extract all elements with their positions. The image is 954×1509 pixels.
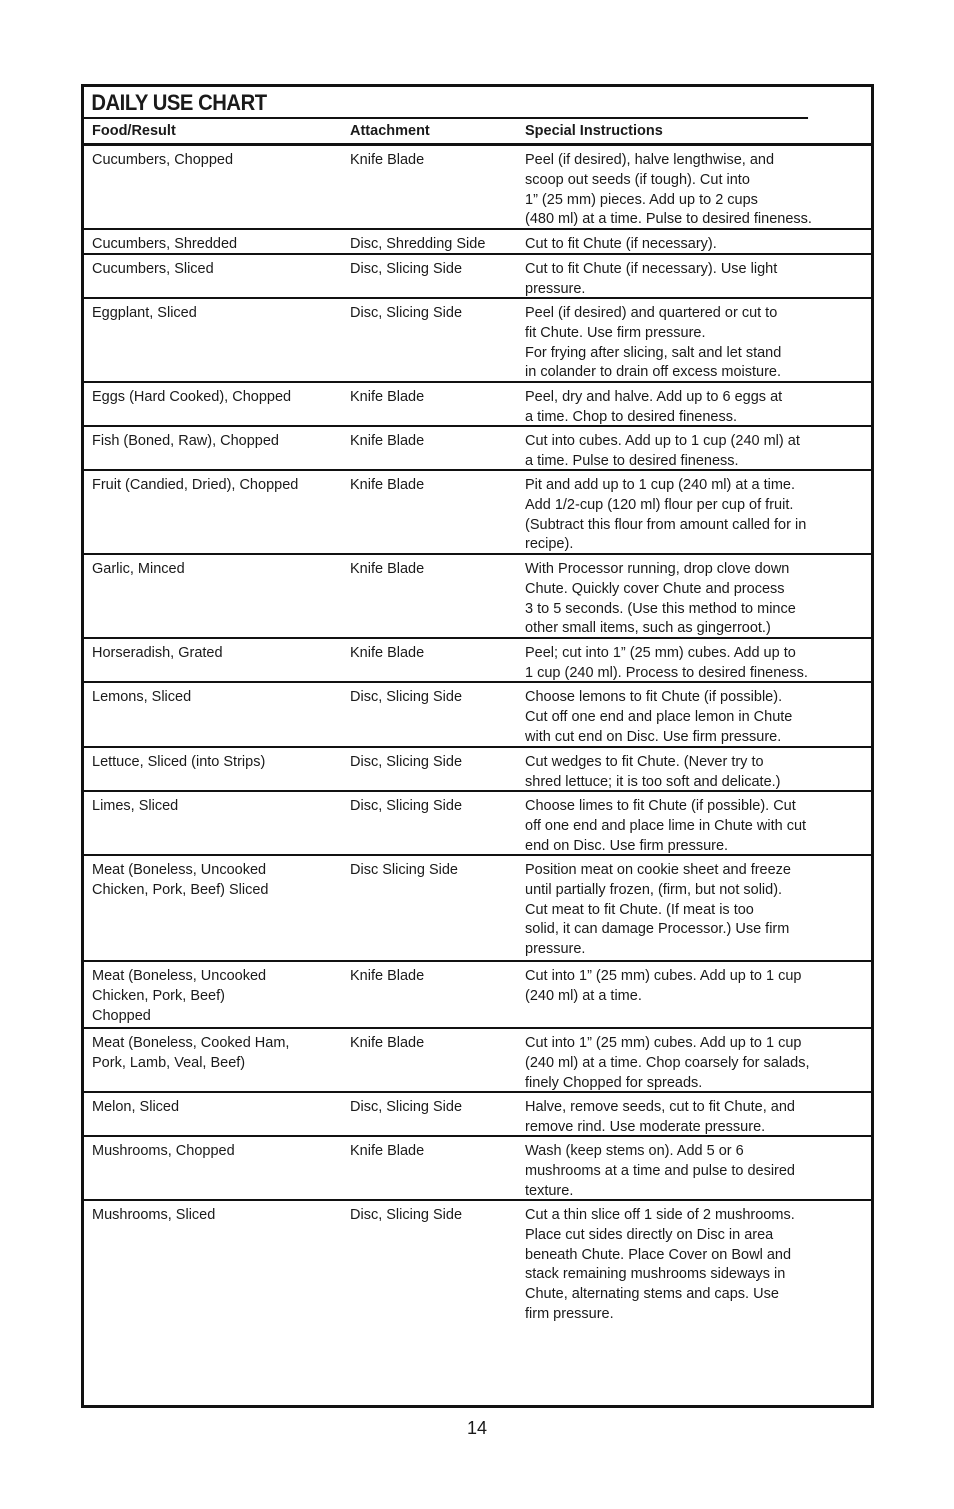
food-cell: Fruit (Candied, Dried), Chopped bbox=[92, 477, 299, 493]
instructions-cell: Cut to fit Chute (if necessary). bbox=[525, 236, 717, 252]
instructions-cell: Cut into 1” (25 mm) cubes. Add up to 1 cup (240 ml) at a time. Chop coarsely for salads, finely Chopped for spreads. bbox=[525, 1035, 810, 1091]
page-number: 14 bbox=[466, 1418, 488, 1438]
food-cell: Meat (Boneless, Uncooked Chicken, Pork, Beef) Chopped bbox=[92, 968, 267, 1024]
attachment-cell: Disc, Slicing Side bbox=[350, 1207, 463, 1223]
food-cell: Melon, Sliced bbox=[92, 1099, 180, 1115]
attachment-cell: Disc, Slicing Side bbox=[350, 689, 463, 705]
table-row bbox=[84, 255, 871, 299]
food-cell: Mushrooms, Sliced bbox=[92, 1207, 216, 1223]
daily-use-chart bbox=[81, 84, 874, 1408]
table-row bbox=[84, 1201, 871, 1407]
table-row bbox=[84, 146, 871, 230]
instructions-cell: Cut to fit Chute (if necessary). Use light pressure. bbox=[525, 261, 778, 297]
table-row bbox=[84, 427, 871, 471]
attachment-cell: Knife Blade bbox=[350, 477, 425, 493]
table-row bbox=[84, 856, 871, 962]
attachment-cell: Knife Blade bbox=[350, 433, 425, 449]
instructions-cell: Peel; cut into 1” (25 mm) cubes. Add up to 1 cup (240 ml). Process to desired fineness. bbox=[525, 645, 808, 681]
table-row bbox=[84, 555, 871, 639]
table-body bbox=[84, 146, 871, 1407]
instructions-cell: With Processor running, drop clove down Chute. Quickly cover Chute and process 3 to 5 seconds. (Use this method to mince other small items, such as gingerroot.) bbox=[525, 561, 796, 637]
table-row bbox=[84, 962, 871, 1029]
attachment-cell: Knife Blade bbox=[350, 1143, 425, 1159]
instructions-cell: Choose lemons to fit Chute (if possible). Cut off one end and place lemon in Chute with cut end on Disc. Use firm pressure. bbox=[525, 689, 793, 745]
food-cell: Cucumbers, Shredded bbox=[92, 236, 238, 252]
food-cell: Cucumbers, Chopped bbox=[92, 152, 234, 168]
table-row bbox=[84, 748, 871, 792]
instructions-cell: Cut a thin slice off 1 side of 2 mushrooms. Place cut sides directly on Disc in area beneath Chute. Place Cover on Bowl and stack remaining mushrooms sideways in Chute, alternating stems and caps. Use firm pressure. bbox=[525, 1207, 795, 1322]
header-instructions: Special Instructions bbox=[525, 123, 663, 139]
table-row bbox=[84, 1029, 871, 1093]
instructions-cell: Pit and add up to 1 cup (240 ml) at a time. Add 1/2-cup (120 ml) flour per cup of fruit. (Subtract this flour from amount called for in recipe). bbox=[525, 477, 807, 553]
food-cell: Lettuce, Sliced (into Strips) bbox=[92, 754, 266, 770]
instructions-cell: Halve, remove seeds, cut to fit Chute, and remove rind. Use moderate pressure. bbox=[525, 1099, 795, 1135]
food-cell: Horseradish, Grated bbox=[92, 645, 223, 661]
attachment-cell: Disc, Slicing Side bbox=[350, 1099, 463, 1115]
attachment-cell: Disc, Slicing Side bbox=[350, 261, 463, 277]
instructions-cell: Cut into cubes. Add up to 1 cup (240 ml) at a time. Pulse to desired fineness. bbox=[525, 433, 800, 469]
header-food: Food/Result bbox=[92, 123, 176, 139]
instructions-cell: Peel (if desired) and quartered or cut to fit Chute. Use firm pressure. For frying after slicing, salt and let stand in colander to drain off excess moisture. bbox=[525, 305, 782, 381]
attachment-cell: Disc, Slicing Side bbox=[350, 798, 463, 814]
table-row bbox=[84, 683, 871, 748]
attachment-cell: Knife Blade bbox=[350, 152, 425, 168]
attachment-cell: Knife Blade bbox=[350, 645, 425, 661]
food-cell: Cucumbers, Sliced bbox=[92, 261, 214, 277]
table-row bbox=[84, 383, 871, 427]
instructions-cell: Peel, dry and halve. Add up to 6 eggs at a time. Chop to desired fineness. bbox=[525, 389, 783, 425]
attachment-cell: Disc, Slicing Side bbox=[350, 305, 463, 321]
food-cell: Lemons, Sliced bbox=[92, 689, 192, 705]
instructions-cell: Position meat on cookie sheet and freeze until partially frozen, (firm, but not solid). Cut meat to fit Chute. (If meat is too solid, it can damage Processor.) Use firm pressure. bbox=[525, 862, 791, 958]
food-cell: Meat (Boneless, Cooked Ham, Pork, Lamb, Veal, Beef) bbox=[92, 1035, 290, 1071]
table-row bbox=[84, 299, 871, 383]
food-cell: Meat (Boneless, Uncooked Chicken, Pork, Beef) Sliced bbox=[92, 862, 269, 898]
food-cell: Eggs (Hard Cooked), Chopped bbox=[92, 389, 292, 405]
table-row bbox=[84, 1137, 871, 1201]
food-cell: Limes, Sliced bbox=[92, 798, 179, 814]
instructions-cell: Peel (if desired), halve lengthwise, and scoop out seeds (if tough). Cut into 1” (25 mm) pieces. Add up to 2 cups (480 ml) at a time. Pulse to desired fineness. bbox=[525, 152, 812, 228]
table-row bbox=[84, 230, 871, 255]
food-cell: Eggplant, Sliced bbox=[92, 305, 197, 321]
attachment-cell: Disc Slicing Side bbox=[350, 862, 458, 878]
food-cell: Fish (Boned, Raw), Chopped bbox=[92, 433, 279, 449]
table-row bbox=[84, 639, 871, 683]
attachment-cell: Knife Blade bbox=[350, 561, 425, 577]
instructions-cell: Wash (keep stems on). Add 5 or 6 mushrooms at a time and pulse to desired texture. bbox=[525, 1143, 795, 1199]
chart-title: DAILY USE CHART bbox=[84, 87, 808, 119]
food-cell: Garlic, Minced bbox=[92, 561, 185, 577]
instructions-cell: Cut into 1” (25 mm) cubes. Add up to 1 cup (240 ml) at a time. bbox=[525, 968, 802, 1004]
food-cell: Mushrooms, Chopped bbox=[92, 1143, 235, 1159]
table-row bbox=[84, 471, 871, 555]
attachment-cell: Knife Blade bbox=[350, 389, 425, 405]
header-attachment: Attachment bbox=[350, 123, 430, 139]
attachment-cell: Knife Blade bbox=[350, 968, 425, 984]
table-header bbox=[84, 119, 871, 146]
attachment-cell: Disc, Slicing Side bbox=[350, 754, 463, 770]
attachment-cell: Knife Blade bbox=[350, 1035, 425, 1051]
table-row bbox=[84, 1093, 871, 1137]
attachment-cell: Disc, Shredding Side bbox=[350, 236, 486, 252]
table-row bbox=[84, 792, 871, 856]
instructions-cell: Cut wedges to fit Chute. (Never try to shred lettuce; it is too soft and delicate.) bbox=[525, 754, 781, 790]
instructions-cell: Choose limes to fit Chute (if possible). Cut off one end and place lime in Chute with cut end on Disc. Use firm pressure. bbox=[525, 798, 807, 854]
